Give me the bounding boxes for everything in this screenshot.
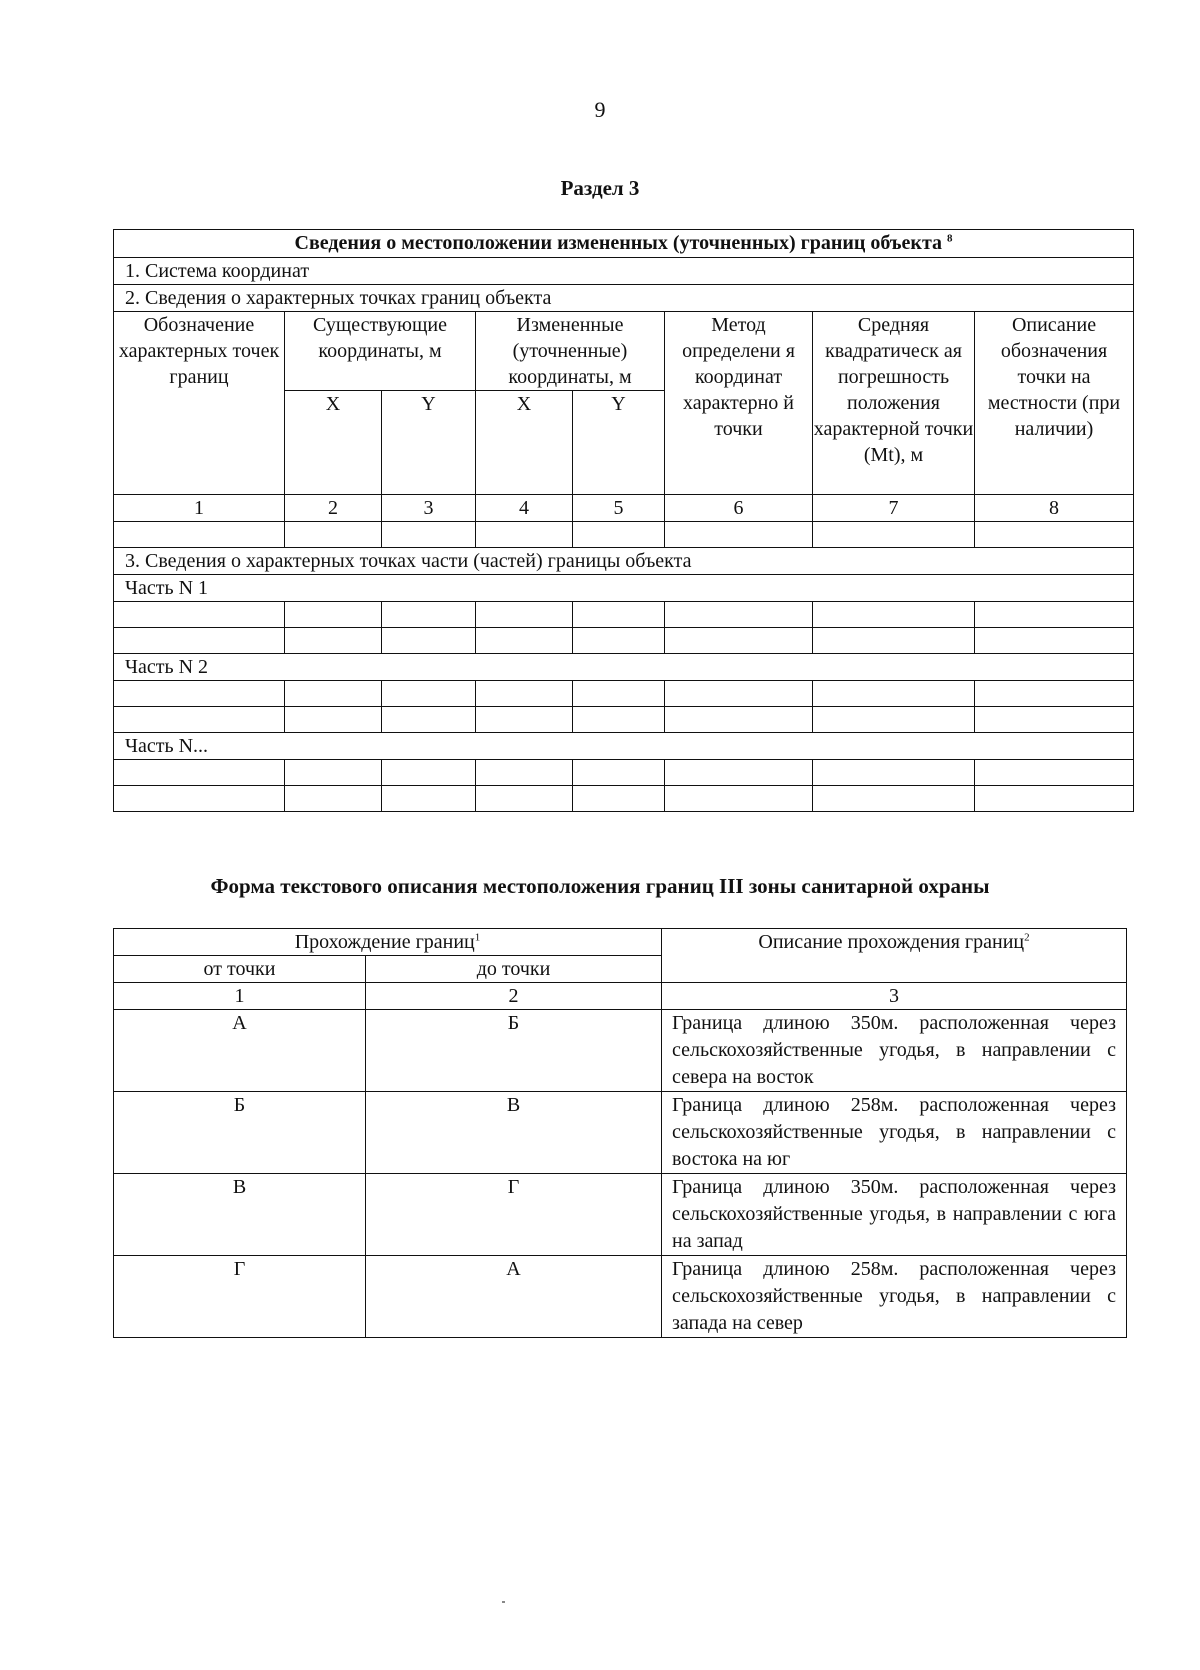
from-point: Г xyxy=(114,1256,366,1338)
empty-row xyxy=(114,522,1134,548)
col-number: 4 xyxy=(476,495,573,522)
to-point: А xyxy=(366,1256,662,1338)
to-point: Г xyxy=(366,1174,662,1256)
col-number: 6 xyxy=(665,495,813,522)
part-label: Часть N... xyxy=(114,733,1134,760)
empty-row xyxy=(114,602,1134,628)
header-x-changed: X xyxy=(476,391,573,495)
header-mean-error: Средняя квадратическ ая погрешность положения характерной точки (Mt), м xyxy=(813,312,975,495)
table1-title: Сведения о местоположении измененных (уточненных) границ объекта xyxy=(294,232,943,254)
table-row xyxy=(114,1256,1127,1338)
empty-row xyxy=(114,760,1134,786)
from-point: А xyxy=(114,1010,366,1092)
boundary-description: Граница длиною 350м. расположенная через сельскохозяйственные угодья, в направлении с севера на восток xyxy=(662,1010,1127,1092)
table1-title-cell xyxy=(114,230,1134,258)
header-existing-coords: Существующие координаты, м xyxy=(285,312,476,391)
header-x-existing: X xyxy=(285,391,382,495)
col-number: 7 xyxy=(813,495,975,522)
col-number: 2 xyxy=(366,983,662,1010)
col-number: 3 xyxy=(662,983,1127,1010)
part-label: Часть N 1 xyxy=(114,575,1134,602)
column-numbers-row xyxy=(114,983,1127,1010)
to-point: В xyxy=(366,1092,662,1174)
header-description: Описание прохождения границ xyxy=(758,931,1025,953)
empty-row xyxy=(114,786,1134,812)
section-title: Раздел 3 xyxy=(560,176,640,200)
header-passage: Прохождение границ xyxy=(294,931,475,953)
from-point: Б xyxy=(114,1092,366,1174)
boundary-description: Граница длиною 258м. расположенная через сельскохозяйственные угодья, в направлении с запада на север xyxy=(662,1256,1127,1338)
form-title: Форма текстового описания местоположения границ III зоны санитарной охраны xyxy=(210,874,990,898)
boundary-points-table xyxy=(113,229,1134,812)
empty-row xyxy=(114,628,1134,654)
empty-row xyxy=(114,681,1134,707)
empty-row xyxy=(114,707,1134,733)
header-passage-cell xyxy=(114,929,662,956)
col-number: 1 xyxy=(114,983,366,1010)
column-numbers-row xyxy=(114,495,1134,522)
col-number: 2 xyxy=(285,495,382,522)
header-to-point: до точки xyxy=(366,956,662,983)
part-points-info-row: 3. Сведения о характерных точках части (частей) границы объекта xyxy=(114,548,1134,575)
header-point-designation: Обозначение характерных точек границ xyxy=(114,312,285,495)
col-number: 1 xyxy=(114,495,285,522)
col-number: 8 xyxy=(975,495,1134,522)
boundary-description: Граница длиною 350м. расположенная через сельскохозяйственные угодья, в направлении с юга на запад xyxy=(662,1174,1127,1256)
header-description-cell xyxy=(662,929,1127,983)
table-row xyxy=(114,1092,1127,1174)
header-method: Метод определени я координат характерно й точки xyxy=(665,312,813,495)
scan-speck xyxy=(502,1601,505,1603)
header-y-existing: Y xyxy=(382,391,476,495)
boundary-points-info-row: 2. Сведения о характерных точках границ объекта xyxy=(114,285,1134,312)
from-point: В xyxy=(114,1174,366,1256)
footnote-marker: 2 xyxy=(1024,931,1030,944)
header-changed-coords: Измененные (уточненные) координаты, м xyxy=(476,312,665,391)
to-point: Б xyxy=(366,1010,662,1092)
table-row xyxy=(114,1174,1127,1256)
page-number: 9 xyxy=(594,97,606,122)
part-label: Часть N 2 xyxy=(114,654,1134,681)
header-point-description: Описание обозначения точки на местности (при наличии) xyxy=(975,312,1134,495)
header-from-point: от точки xyxy=(114,956,366,983)
col-number: 3 xyxy=(382,495,476,522)
footnote-marker: 1 xyxy=(474,931,481,944)
header-y-changed: Y xyxy=(573,391,665,495)
table-row xyxy=(114,1010,1127,1092)
coordinate-system-row: 1. Система координат xyxy=(114,258,1134,285)
boundary-description: Граница длиною 258м. расположенная через сельскохозяйственные угодья, в направлении с востока на юг xyxy=(662,1092,1127,1174)
footnote-marker: 8 xyxy=(947,232,953,245)
col-number: 5 xyxy=(573,495,665,522)
boundary-description-table xyxy=(113,928,1127,1338)
